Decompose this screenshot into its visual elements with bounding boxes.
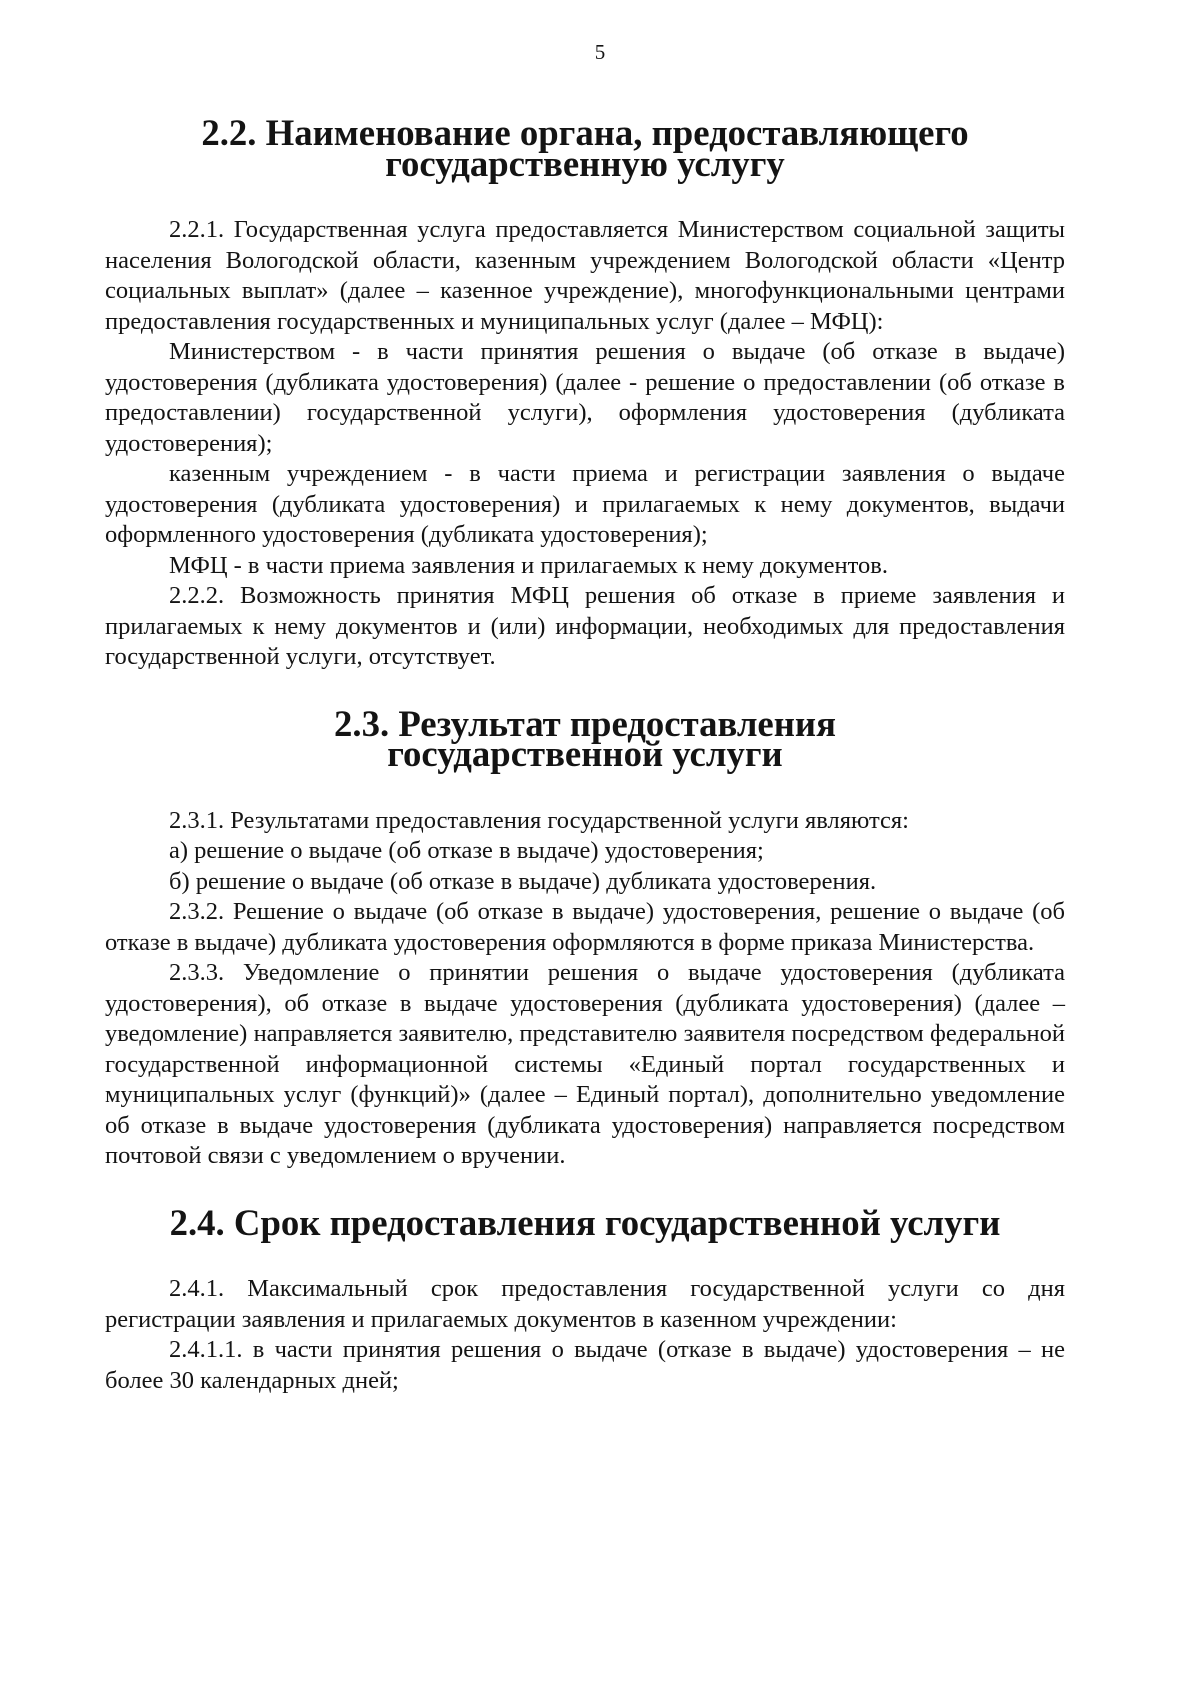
heading-line: 2.3. Результат предоставления xyxy=(334,702,836,744)
heading-line: 2.4. Срок предоставления государственной услуги xyxy=(169,1201,1001,1243)
section-heading xyxy=(105,1201,1065,1243)
section-body xyxy=(105,806,1065,1172)
paragraph: Министерством - в части принятия решения о выдаче (об отказе в выдаче) удостоверения (дубликата удостоверения) (далее - решение о предоставлении (об отказе в предоставлении) государственной услуги), оформления удостоверения (дубликата удостоверения); xyxy=(105,338,1065,457)
paragraph: 2.4.1. Максимальный срок предоставления государственной услуги со дня регистрации заявления и прилагаемых документов в казенном учреждении: xyxy=(105,1275,1065,1333)
paragraph: 2.3.1. Результатами предоставления государственной услуги являются: xyxy=(169,806,909,834)
section-2-4 xyxy=(105,1201,1065,1397)
list-item: б) решение о выдаче (об отказе в выдаче) дубликата удостоверения. xyxy=(169,867,877,895)
heading-line: государственную услугу xyxy=(385,142,785,184)
section-body xyxy=(105,1274,1065,1396)
paragraph: МФЦ - в части приема заявления и прилагаемых к нему документов. xyxy=(169,551,888,579)
section-2-3 xyxy=(105,702,1065,1172)
heading-line: государственной услуги xyxy=(387,733,783,774)
page-number: 5 xyxy=(594,40,606,64)
section-2-2 xyxy=(105,112,1065,673)
document-body xyxy=(105,112,1065,1396)
list-item: а) решение о выдаче (об отказе в выдаче) удостоверения; xyxy=(169,837,764,864)
heading-line: 2.2. Наименование органа, предоставляющего xyxy=(201,112,969,153)
section-body xyxy=(105,215,1065,673)
paragraph: 2.3.3. Уведомление о принятии решения о выдаче удостоверения (дубликата удостоверения), об отказе в выдаче удостоверения (дубликата удостоверения) (далее – уведомление) направляется заявителю, представителю заявителя посредством федеральной государственной информационной системы «Единый портал государственных и муниципальных услуг (функций)» (далее – Единый портал), дополнительно уведомление об отказе в выдаче удостоверения (дубликата удостоверения) направляется посредством почтовой связи с уведомлением о вручении. xyxy=(105,959,1065,1169)
paragraph: 2.4.1.1. в части принятия решения о выдаче (отказе в выдаче) удостоверения – не более 30 календарных дней; xyxy=(105,1336,1065,1394)
section-heading xyxy=(105,702,1065,774)
paragraph: 2.2.1. Государственная услуга предоставляется Министерством социальной защиты населения Вологодской области, казенным учреждением Вологодской области «Центр социальных выплат» (далее – казенное учреждение), многофункциональными центрами предоставления государственных и муниципальных услуг (далее – МФЦ): xyxy=(105,216,1065,335)
section-heading xyxy=(105,112,1065,184)
paragraph: казенным учреждением - в части приема и регистрации заявления о выдаче удостоверения (дубликата удостоверения) и прилагаемых к нему документов, выдачи оформленного удостоверения (дубликата удостоверения); xyxy=(105,460,1065,548)
paragraph: 2.3.2. Решение о выдаче (об отказе в выдаче) удостоверения, решение о выдаче (об отказе в выдаче) дубликата удостоверения оформляются в форме приказа Министерства. xyxy=(105,898,1065,956)
paragraph: 2.2.2. Возможность принятия МФЦ решения об отказе в приеме заявления и прилагаемых к нему документов и (или) информации, необходимых для предоставления государственной услуги, отсутствует. xyxy=(105,582,1065,670)
